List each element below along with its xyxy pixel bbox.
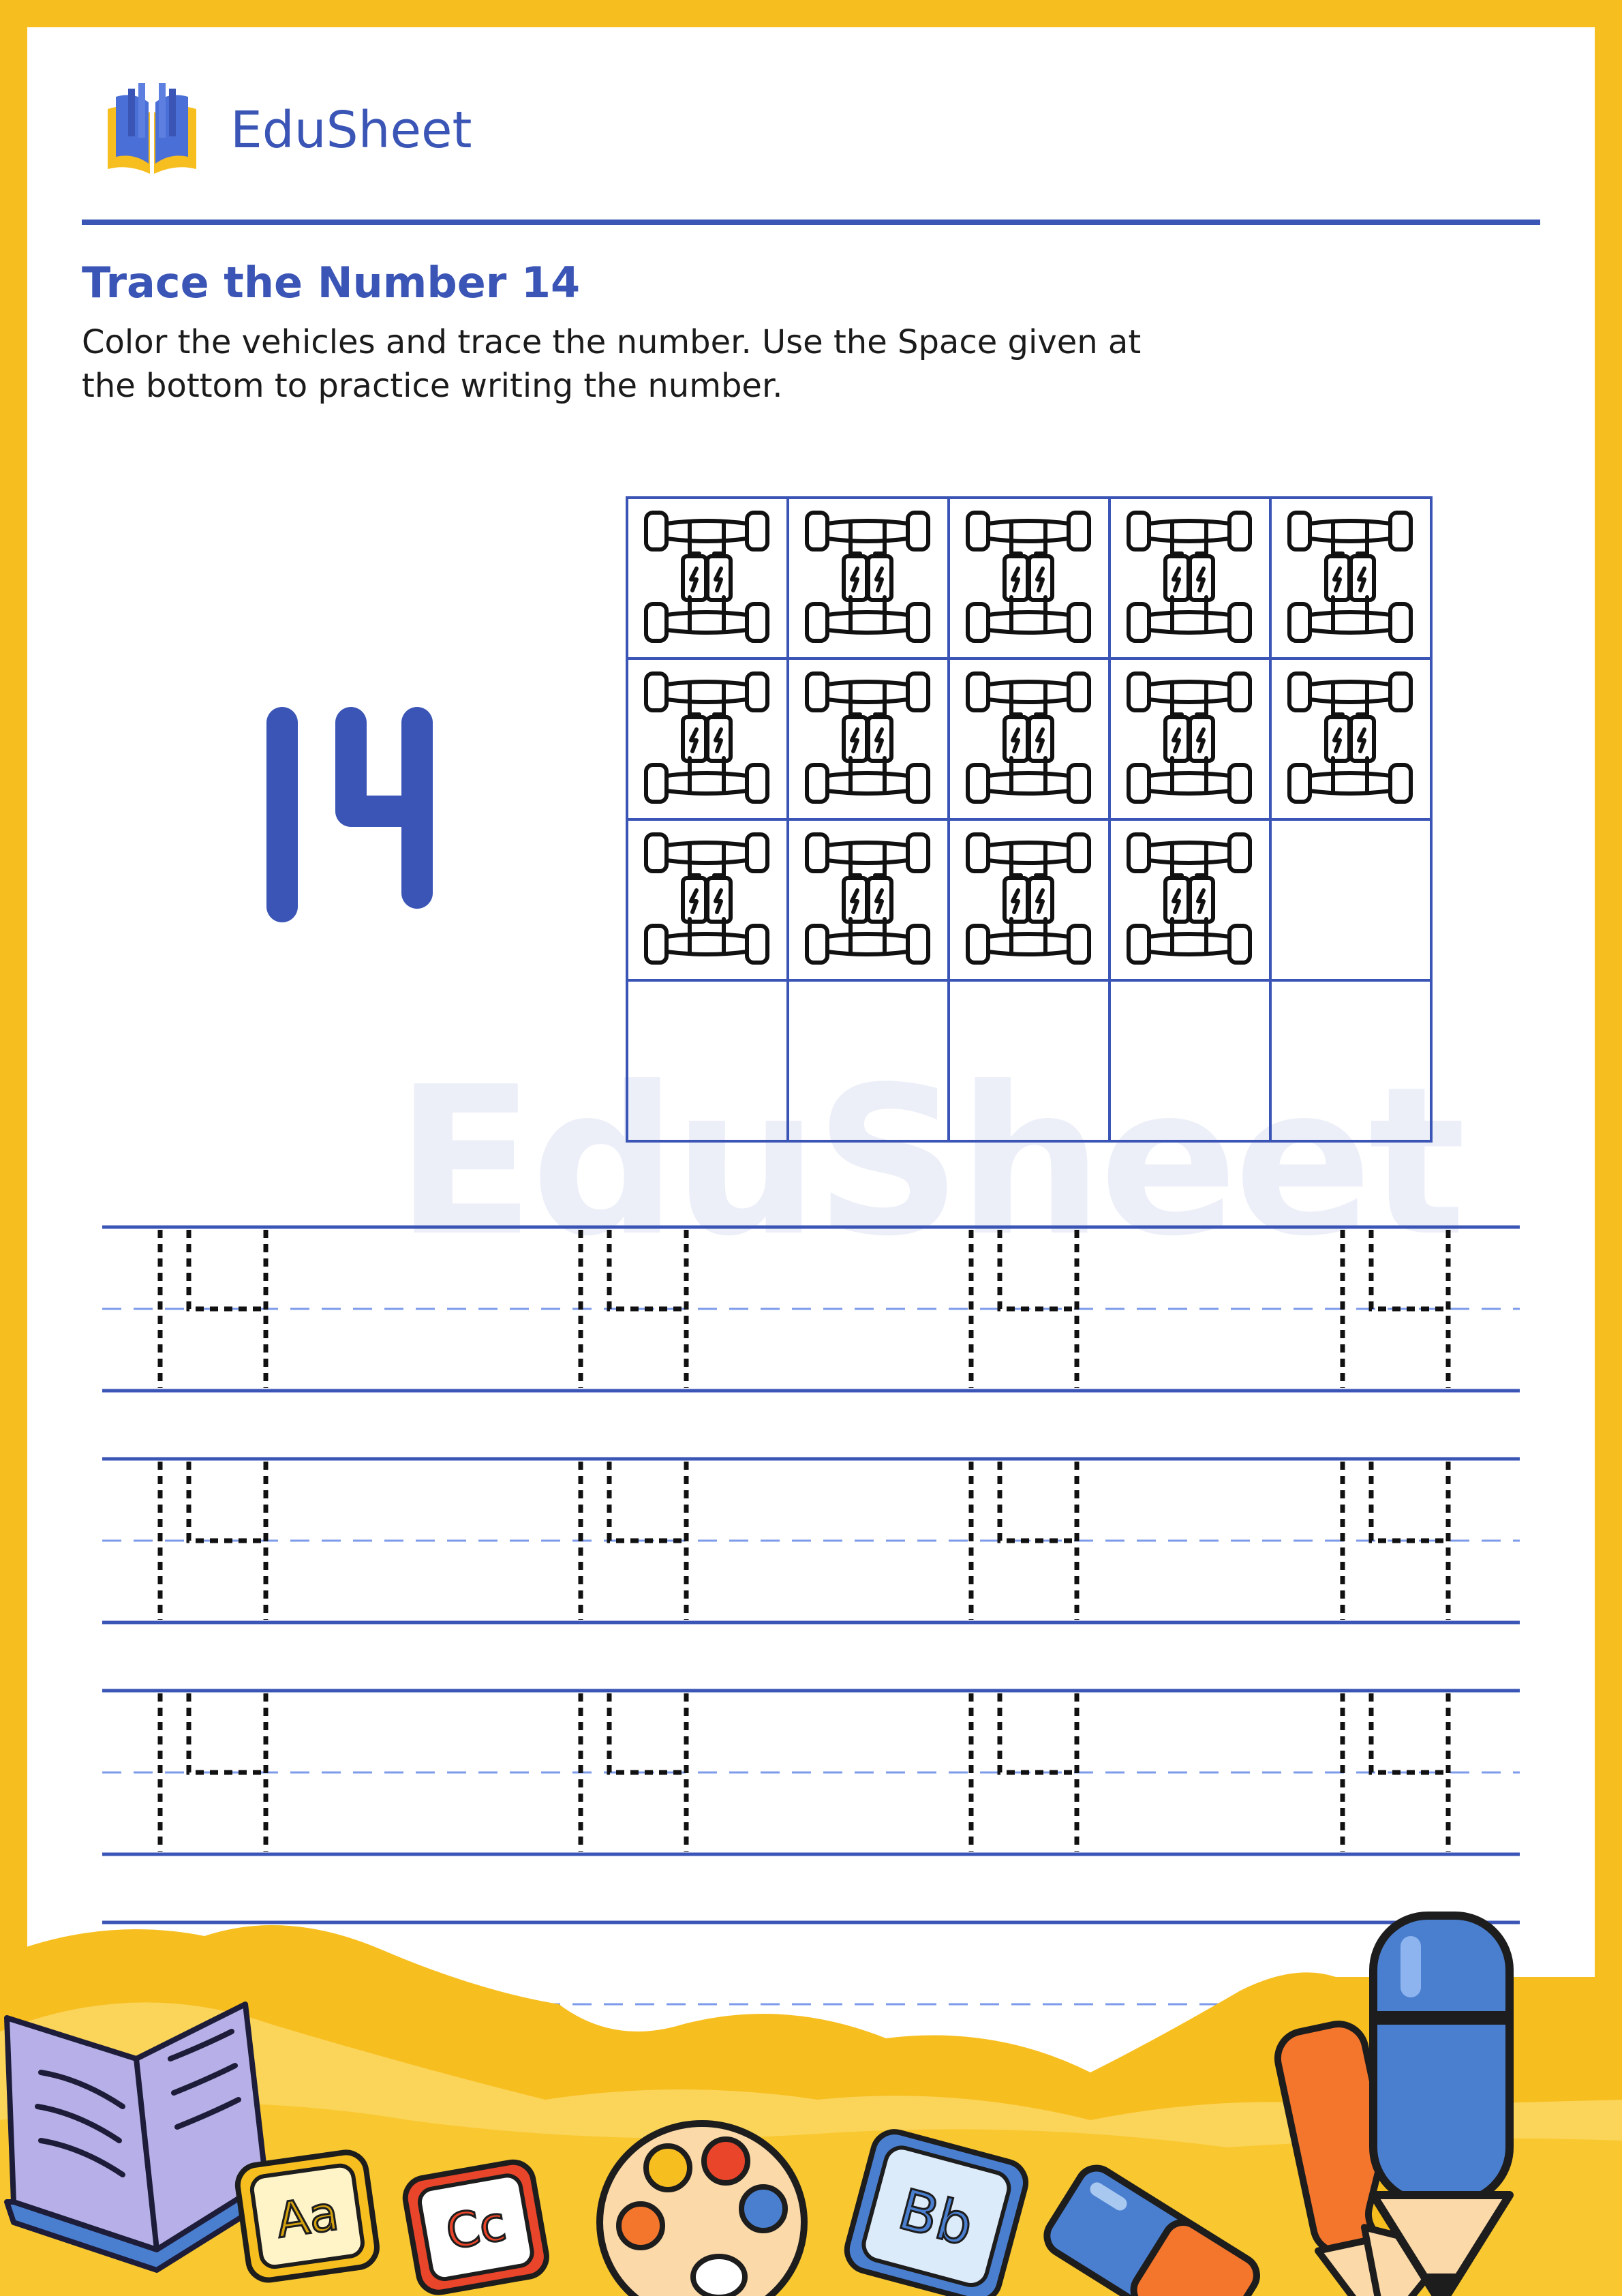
paint-palette-icon bbox=[600, 2124, 804, 2296]
school-supplies-footer bbox=[0, 1895, 1622, 2296]
worksheet-instructions: Color the vehicles and trace the number. Use the Space given at the bottom to practice writing the number. bbox=[82, 323, 1142, 405]
watermark: EduSheet bbox=[395, 1043, 1463, 1281]
worksheet-title: Trace the Number 14 bbox=[82, 258, 581, 307]
letter-block-aa bbox=[235, 2150, 380, 2283]
svg-text:Cc: Cc bbox=[442, 2195, 510, 2261]
svg-text:Bb: Bb bbox=[891, 2177, 980, 2259]
brand-name: EduSheet bbox=[230, 101, 472, 160]
letter-block-cc bbox=[402, 2159, 550, 2295]
svg-text:Aa: Aa bbox=[273, 2185, 342, 2249]
